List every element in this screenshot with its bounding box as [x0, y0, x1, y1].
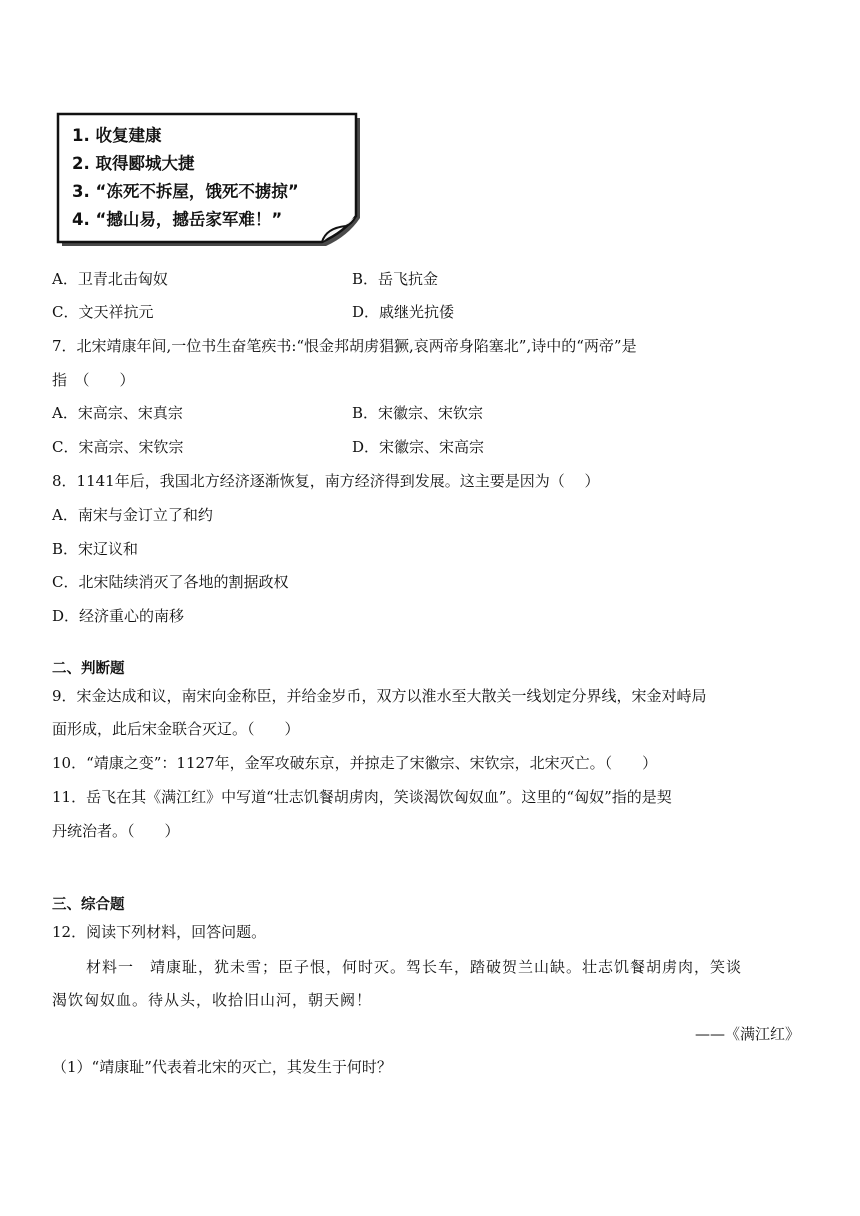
q6-option-c: C．文天祥抗元: [52, 303, 154, 321]
q7-option-b: B．宋徽宗、宋钦宗: [352, 404, 484, 422]
q7-option-a: A．宋高宗、宋真宗: [52, 404, 183, 422]
note-line-3: 3. “冻死不拆屋，饿死不掳掠”: [72, 182, 299, 201]
q8-option-d: D．经济重心的南移: [52, 607, 185, 625]
q12-sub-question-1: （1）“靖康耻”代表着北宋的灭亡，其发生于何时？: [52, 1058, 392, 1076]
q9-stem-cont: 面形成，此后宋金联合灭辽。（ ）: [52, 720, 300, 738]
q8-option-b: B．宋辽议和: [52, 540, 139, 558]
note-card: [56, 112, 358, 248]
note-line-2: 2. 取得郾城大捷: [72, 154, 195, 173]
q7-stem-cont: 指 （ ）: [52, 371, 135, 389]
q6-option-a: A．卫青北击匈奴: [52, 270, 168, 288]
q6-option-d: D．戚继光抗倭: [352, 303, 455, 321]
q7-option-c: C．宋高宗、宋钦宗: [52, 438, 184, 456]
section-3-heading: 三、综合题: [52, 897, 125, 913]
material-1-source: ——《满江红》: [694, 1025, 800, 1043]
section-2-heading: 二、判断题: [52, 661, 125, 677]
material-1-text-cont: 渴饮匈奴血。待从头，收拾旧山河，朝天阙！: [52, 991, 373, 1009]
material-1-text: 材料一 靖康耻，犹未雪；臣子恨，何时灭。驾长车，踏破贺兰山缺。壮志饥餐胡虏肉，笑谈: [86, 958, 743, 976]
q7-option-d: D．宋徽宗、宋高宗: [352, 438, 485, 456]
q8-option-a: A．南宋与金订立了和约: [52, 506, 213, 524]
note-line-4: 4. “撼山易，撼岳家军难！”: [72, 210, 283, 229]
q11-stem-cont: 丹统治者。（ ）: [52, 822, 180, 840]
q12-stem: 12．阅读下列材料，回答问题。: [52, 923, 267, 941]
q11-stem: 11．岳飞在其《满江红》中写道“壮志饥餐胡虏肉，笑谈渴饮匈奴血”。这里的“匈奴”指的是契: [52, 788, 672, 806]
note-line-1: 1. 收复建康: [72, 126, 162, 145]
q7-stem: 7．北宋靖康年间,一位书生奋笔疾书:“恨金邦胡虏猖獗,哀两帝身陷塞北”,诗中的“两帝”是: [52, 337, 637, 355]
q8-stem: 8．1141年后，我国北方经济逐渐恢复，南方经济得到发展。这主要是因为（ ）: [52, 472, 600, 490]
q10-stem: 10．“靖康之变”：1127年，金军攻破东京，并掠走了宋徽宗、宋钦宗，北宋灭亡。（ ）: [52, 754, 658, 772]
q8-option-c: C．北宋陆续消灭了各地的割据政权: [52, 573, 289, 591]
q6-option-b: B．岳飞抗金: [352, 270, 439, 288]
q9-stem: 9．宋金达成和议，南宋向金称臣，并给金岁币，双方以淮水至大散关一线划定分界线，宋金对峙局: [52, 687, 707, 705]
